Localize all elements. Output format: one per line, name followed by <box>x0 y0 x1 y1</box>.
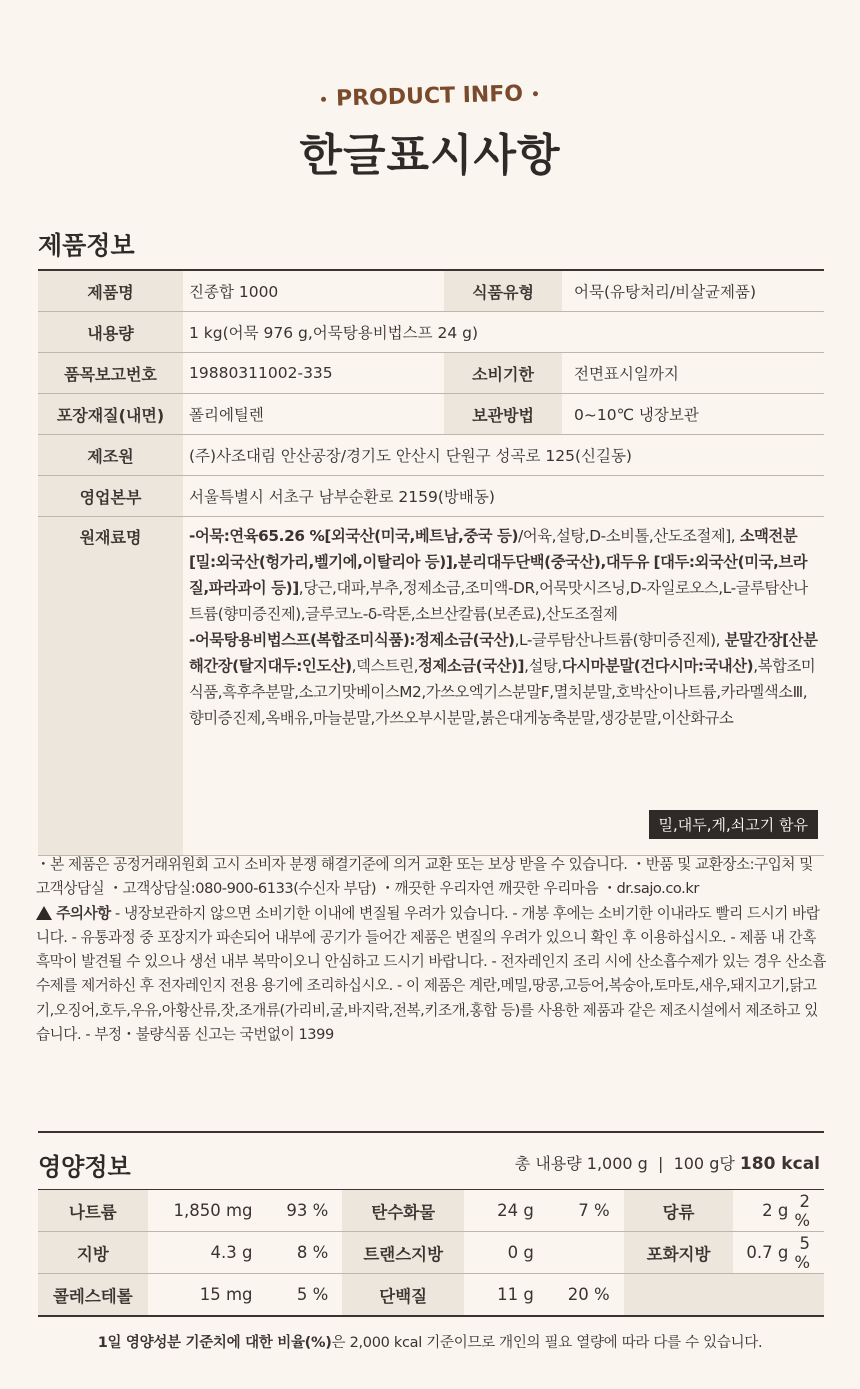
nutrient-amount: 24 g <box>464 1190 540 1232</box>
product-section-title: 제품정보 <box>38 231 135 260</box>
table-row <box>38 312 824 353</box>
table-row <box>38 435 824 476</box>
allergen-badge: 밀,대두,게,쇠고기 함유 <box>649 810 818 839</box>
row-value: 폴리에틸렌 <box>183 394 444 435</box>
notes-text: ・본 제품은 공정거래위원회 고시 소비자 분쟁 해결기준에 의거 교환 또는 보상 받을 수 있습니다. ・반품 및 교환장소:구입처 및 고객상담실 ・고객상담실:080-900-6133(수신자 부담) ・깨끗한 우리자연 깨끗한 우리마음 ・dr.sajo.co.kr <box>36 856 813 898</box>
ingredient-text: ,당근,대파,부추,정제소금,조미액-DR,어묵맛시즈닝,D-자일로오스,L-글루탐산나트륨(향미증진제),글루코노-δ-락톤,소브산칼륨(보존료),산도조절제 <box>189 579 808 623</box>
row-label: 제품명 <box>38 270 183 312</box>
summary-text: 총 내용량 1,000 g | 100 g당 <box>514 1154 740 1173</box>
nutrition-section-title: 영양정보 <box>38 1153 131 1181</box>
kcal-value: 180 kcal <box>739 1154 820 1174</box>
row-value: 19880311002-335 <box>183 353 444 394</box>
row-label: 식품유형 <box>444 270 562 312</box>
row-label: 보관방법 <box>444 394 562 435</box>
ingredient-bold: 정제소금(국산)] <box>418 657 525 675</box>
nutrient-pct: 7 % <box>540 1190 624 1232</box>
row-value: (주)사조대림 안산공장/경기도 안산시 단원구 성곡로 125(신길동) <box>183 435 824 476</box>
nutrient-label: 당류 <box>624 1190 734 1232</box>
ingredients-text <box>183 517 824 731</box>
nutrient-label: 탄수화물 <box>342 1190 464 1232</box>
footnote-bold: 1일 영양성분 기준치에 대한 비율(%) <box>97 1335 332 1351</box>
table-row <box>38 270 824 312</box>
nutrient-amount: 4.3 g <box>148 1232 259 1274</box>
row-label: 품목보고번호 <box>38 353 183 394</box>
nutrient-amount: 1,850 mg <box>148 1190 259 1232</box>
nutrition-summary <box>515 1151 820 1174</box>
row-value: 0~10℃ 냉장보관 <box>562 394 824 435</box>
caution-label: 주의사항 <box>56 904 111 922</box>
nutrition-footnote <box>0 1331 860 1352</box>
nutrient-amount: 11 g <box>464 1274 540 1317</box>
table-row <box>38 1274 824 1317</box>
eyebrow <box>321 81 539 112</box>
nutrient-amount: 2 g <box>733 1190 794 1232</box>
row-value: 진종합 1000 <box>183 270 444 312</box>
product-info-table <box>38 269 824 856</box>
nutrient-pct: 5 % <box>259 1274 343 1317</box>
ingredient-text: ,복합조미식품,흑후추분말,소고기맛베이스M2,가쓰오엑기스분말F,멸치분말,호박산이나트륨,카라멜색소Ⅲ,향미증진제,옥배유,마늘분말,가쓰오부시분말,붉은대게농축분말,생강분말,이산화규소 <box>189 657 816 727</box>
nutrition-header <box>38 1131 824 1191</box>
ingredient-bold: 분말간장[산분해간장(탈지대두:인도산) <box>189 631 818 675</box>
warning-icon <box>36 906 52 920</box>
page-title: 한글표시사항 <box>299 130 561 181</box>
row-label: 원재료명 <box>38 517 183 856</box>
notes <box>36 853 826 1047</box>
dot-icon <box>321 97 326 102</box>
eyebrow-text: PRODUCT INFO <box>336 81 524 112</box>
nutrient-label: 나트륨 <box>38 1190 148 1232</box>
nutrient-pct: 2 % <box>794 1190 824 1232</box>
ingredients-cell <box>183 517 824 856</box>
nutrient-label: 포화지방 <box>624 1232 734 1274</box>
nutrient-pct: 5 % <box>794 1232 824 1274</box>
row-value: 어묵(유탕처리/비살균제품) <box>562 270 824 312</box>
nutrient-label: 지방 <box>38 1232 148 1274</box>
row-label: 포장재질(내면) <box>38 394 183 435</box>
ingredient-bold: 소맥전분[밀:외국산(헝가리,벨기에,이탈리아 등)],분리대두단백(중국산),대두유 <box>189 527 798 571</box>
row-label: 내용량 <box>38 312 183 353</box>
ingredient-bold: -어묵:연육65.26 %[외국산(미국,베트남,중국 등) <box>189 527 519 545</box>
ingredient-text: ,L-글루탐산나트륨(향미증진제), <box>514 631 721 649</box>
nutrient-label: 트랜스지방 <box>342 1232 464 1274</box>
empty-cell <box>624 1274 824 1317</box>
row-label: 영업본부 <box>38 476 183 517</box>
nutrient-label: 단백질 <box>342 1274 464 1317</box>
ingredient-bold: 다시마분말(건다시마:국내산) <box>561 657 754 675</box>
row-value: 서울특별시 서초구 남부순환로 2159(방배동) <box>183 476 824 517</box>
nutrient-pct: 8 % <box>259 1232 343 1274</box>
row-label: 소비기한 <box>444 353 562 394</box>
table-row <box>38 394 824 435</box>
ingredient-text: ,덱스트린, <box>351 657 419 675</box>
header <box>0 0 860 183</box>
nutrient-pct <box>540 1232 624 1274</box>
nutrient-amount: 15 mg <box>148 1274 259 1317</box>
row-value: 1 kg(어묵 976 g,어묵탕용비법스프 24 g) <box>183 312 824 353</box>
nutrient-pct: 20 % <box>540 1274 624 1317</box>
table-row <box>38 353 824 394</box>
row-label: 제조원 <box>38 435 183 476</box>
nutrient-pct: 93 % <box>259 1190 343 1232</box>
ingredient-text: ,설탕, <box>524 657 562 675</box>
table-row <box>38 476 824 517</box>
ingredients-row <box>38 517 824 856</box>
nutrition-table <box>38 1189 824 1317</box>
nutrient-label: 콜레스테롤 <box>38 1274 148 1317</box>
nutrient-amount: 0.7 g <box>733 1232 794 1274</box>
ingredient-bold: -어묵탕용비법스프(복합조미식품):정제소금(국산) <box>189 631 515 649</box>
footnote-text: 은 2,000 kcal 기준이므로 개인의 필요 열량에 따라 다를 수 있습니다. <box>331 1335 763 1351</box>
ingredient-text: /어육,설탕,D-소비톨,산도조절제], <box>518 527 736 545</box>
table-row <box>38 1232 824 1274</box>
dot-icon <box>533 91 538 96</box>
table-row <box>38 1190 824 1232</box>
nutrient-amount: 0 g <box>464 1232 540 1274</box>
caution-text: - 냉장보관하지 않으면 소비기한 이내에 변질될 우려가 있습니다. - 개봉 후에는 소비기한 이내라도 빨리 드시기 바랍니다. - 유통과정 중 포장지가 파손되어 내부에 공기가 들어간 제품은 변질의 우려가 있으니 확인 후 이용하십시오. - 제품 내 간혹 흑막이 발견될 수 있으나 생선 내부 복막이오니 안심하고 드시기 바랍니다. - 전자레인지 조리 시에 산소흡수제가 있는 경우 산소흡수제를 제거하신 후 전자레인지 전용 용기에 조리하십시오. - 이 제품은 계란,메밀,땅콩,고등어,복숭아,토마토,새우,돼지고기,닭고기,오징어,호두,우유,아황산류,잣,조개류(가리비,굴,바지락,전복,키조개,홍합 등)를 사용한 제품과 같은 제조시설에서 제조하고 있습니다. - 부정・불량식품 신고는 국번없이 1399 <box>36 904 826 1044</box>
ingredient-bold: [대두:외국산(미국,브라질,파라과이 등)] <box>189 553 808 597</box>
row-value: 전면표시일까지 <box>562 353 824 394</box>
